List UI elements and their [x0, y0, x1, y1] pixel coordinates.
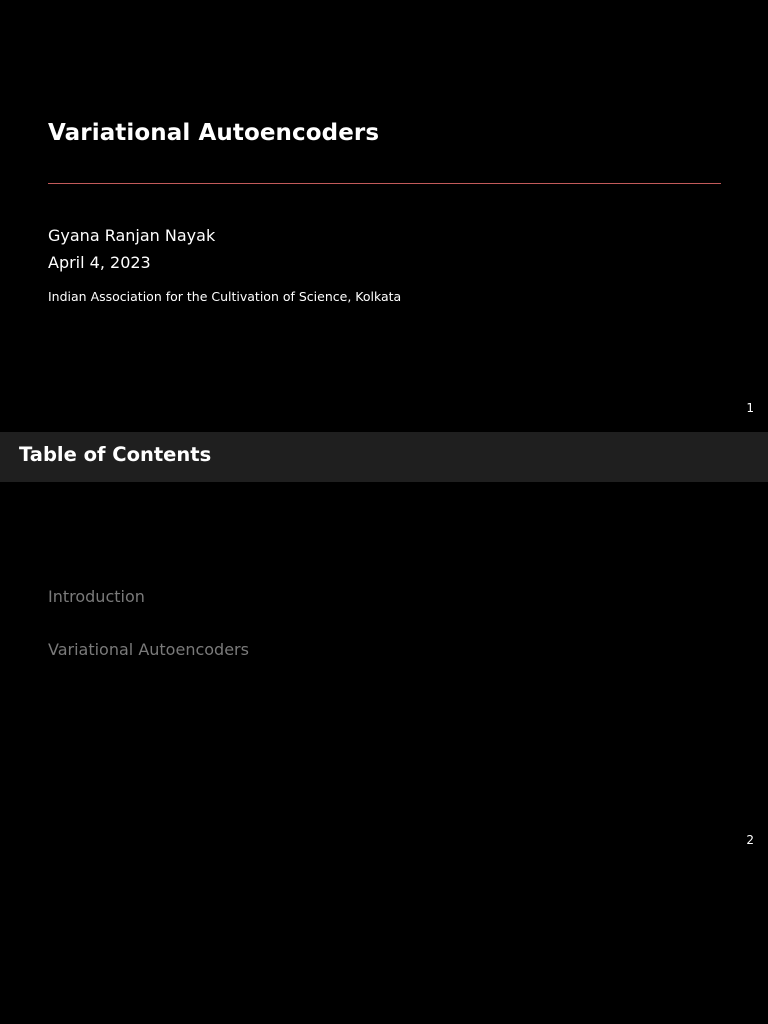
page-number: 2 [746, 833, 754, 847]
presentation-date: April 4, 2023 [48, 253, 151, 272]
title-divider [48, 183, 721, 184]
author-name: Gyana Ranjan Nayak [48, 226, 216, 245]
toc-item-variational-autoencoders[interactable]: Variational Autoencoders [48, 640, 249, 659]
slide-title: Variational Autoencoders [48, 120, 380, 146]
institute-name: Indian Association for the Cultivation of Science, Kolkata [48, 289, 402, 304]
toc-item-introduction[interactable]: Introduction [48, 587, 145, 606]
page-number: 1 [746, 401, 754, 415]
frame-title: Table of Contents [19, 443, 212, 466]
title-slide [0, 0, 768, 432]
